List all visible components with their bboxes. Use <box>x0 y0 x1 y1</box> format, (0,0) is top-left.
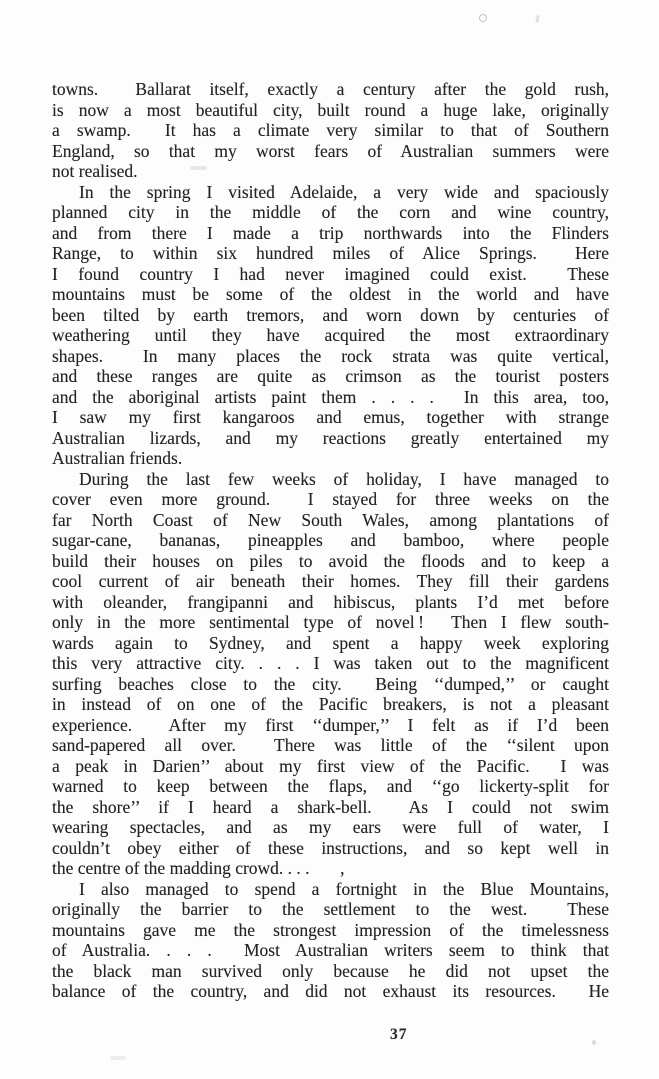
text-line: wearing spectacles, and as my ears were full of water, I <box>52 817 609 837</box>
text-line: weathering until they have acquired the most extraordinary <box>52 325 609 345</box>
text-line: experience. After my first ‘‘dumper,’’ I felt as if I’d been <box>52 714 609 735</box>
text-line: and from there I made a trip northwards into the Flinders <box>52 222 609 243</box>
text-line: In the spring I visited Adelaide, a very wide and spaciously <box>79 181 609 202</box>
text-line: a peak in Darien’’ about my first view of the Pacific. I was <box>52 755 609 776</box>
text-line: of Australia. . . . Most Australian writers seem to think that <box>52 940 609 960</box>
text-line: wards again to Sydney, and spent a happy week exploring <box>52 632 609 653</box>
text-line: with oleander, frangipanni and hibiscus, plants I’d met before <box>52 591 609 612</box>
text-line: mountains gave me the strongest impression of the timelessness <box>52 919 609 940</box>
text-line: far North Coast of New South Wales, among plantations of <box>52 509 609 530</box>
text-line: cover even more ground. I stayed for three weeks on the <box>52 489 609 509</box>
text-line: and the aboriginal artists paint them . . . . In this area, too, <box>52 386 609 407</box>
text-line: the black man survived only because he did not upset the <box>52 960 609 981</box>
text-line: I also managed to spend a fortnight in the Blue Mountains, <box>79 878 609 899</box>
scan-speck <box>110 1056 126 1060</box>
text-line: I found country I had never imagined could exist. These <box>52 263 609 284</box>
text-line: is now a most beautiful city, built round a huge lake, originally <box>52 99 609 120</box>
text-line: cool current of air beneath their homes. They fill their gardens <box>52 571 609 591</box>
paragraph <box>52 79 609 182</box>
text-line: mountains must be some of the oldest in the world and have <box>52 284 609 304</box>
scan-speck <box>592 1040 596 1045</box>
paragraph <box>52 182 609 469</box>
text-line: sugar-cane, bananas, pineapples and bamboo, where people <box>52 530 609 550</box>
text-line: only in the more sentimental type of novel ! Then I flew south- <box>52 612 609 632</box>
text-line: shapes. In many places the rock strata was quite vertical, <box>52 345 609 366</box>
text-line: Australian lizards, and my reactions greatly entertained my <box>52 427 609 448</box>
text-line: this very attractive city. . . . I was taken out to the magnificent <box>52 653 609 673</box>
text-line: During the last few weeks of holiday, I have managed to <box>79 468 609 489</box>
scan-speck <box>479 14 487 22</box>
text-line: the shore’’ if I heard a shark-bell. As I could not swim <box>52 796 609 817</box>
text-line: warned to keep between the flaps, and ‘‘go lickerty-split for <box>52 776 609 796</box>
text-line: Range, to within six hundred miles of Alice Springs. Here <box>52 243 609 263</box>
text-line: balance of the country, and did not exhaust its resources. He <box>52 981 609 1001</box>
paragraph <box>52 469 609 879</box>
page-text <box>52 79 609 1002</box>
text-line: build their houses on piles to avoid the floods and to keep a <box>52 550 609 571</box>
text-line: in instead of on one of the Pacific breakers, is not a pleasant <box>52 694 609 714</box>
text-line: surfing beaches close to the city. Being ‘‘dumped,’’ or caught <box>52 673 609 694</box>
text-line: Australian friends. <box>52 448 183 468</box>
scan-speck <box>535 15 540 23</box>
paragraph <box>52 879 609 1002</box>
text-line: planned city in the middle of the corn and wine country, <box>52 202 609 222</box>
page-number: 37 <box>390 1026 408 1043</box>
text-line: been tilted by earth tremors, and worn down by centuries of <box>52 304 609 325</box>
text-line: towns. Ballarat itself, exactly a century after the gold rush, <box>52 79 609 99</box>
text-line: couldn’t obey either of these instructions, and so kept well in <box>52 837 609 858</box>
text-line: not realised. <box>52 161 138 181</box>
text-line: and these ranges are quite as crimson as the tourist posters <box>52 366 609 386</box>
text-line: the centre of the madding crowd. . . . , <box>52 858 345 878</box>
text-line: I saw my first kangaroos and emus, together with strange <box>52 407 609 427</box>
text-line: a swamp. It has a climate very similar to that of Southern <box>52 120 609 140</box>
text-line: sand-papered all over. There was little of the ‘‘silent upon <box>52 735 609 755</box>
text-line: originally the barrier to the settlement to the west. These <box>52 899 609 919</box>
text-line: England, so that my worst fears of Australian summers were <box>52 140 609 161</box>
